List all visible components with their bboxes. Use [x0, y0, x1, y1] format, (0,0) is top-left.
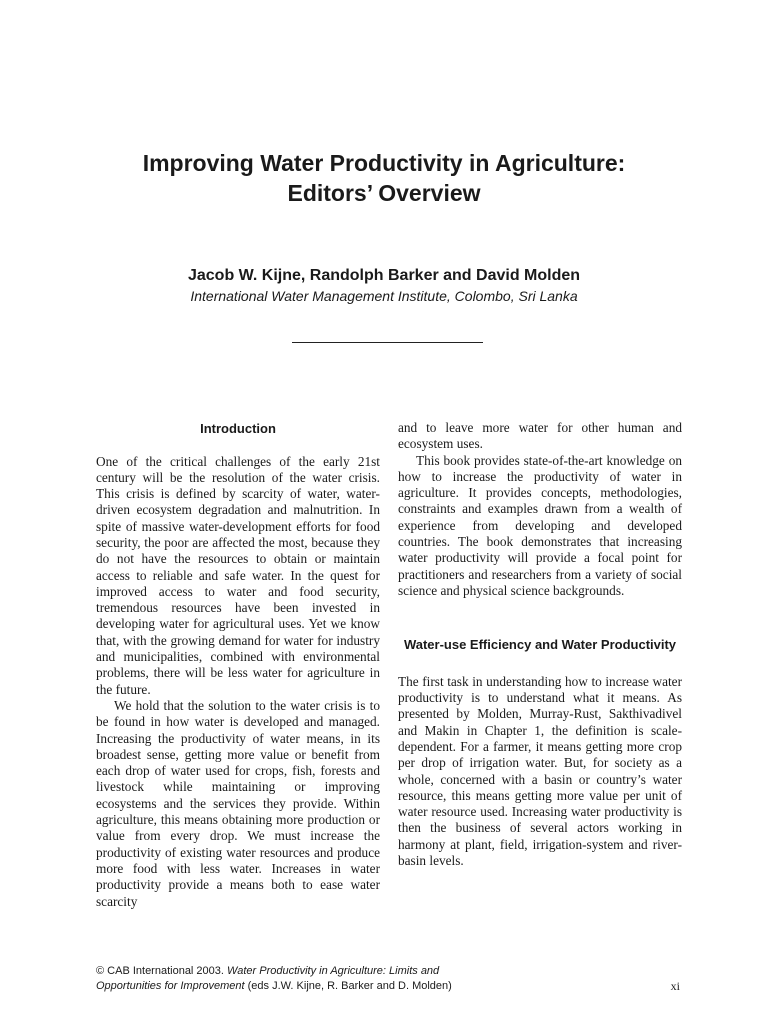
- water-use-efficiency-heading: Water-use Efficiency and Water Productivity: [403, 637, 677, 653]
- title-divider: [292, 342, 483, 343]
- footer-copyright: © CAB International 2003.: [96, 965, 224, 977]
- right-column: [398, 420, 682, 869]
- footer-book-title-a: Water Productivity in Agriculture: Limits and: [227, 965, 440, 977]
- intro-paragraph-2-continued: and to leave more water for other human and ecosystem uses.: [398, 420, 682, 452]
- introduction-heading: Introduction: [200, 421, 276, 436]
- title-line-1: Improving Water Productivity in Agriculture:: [142, 150, 626, 176]
- intro-paragraph-1: One of the critical challenges of the early 21st century will be the resolution of the water crisis. This crisis is defined by scarcity of water, water-driven ecosystem degradation and malnutrition. In spite of massive water-development efforts for food security, the poor are affected the most, because they do not have the resources to obtain or maintain access to reliable and safe water. In the quest for improved access to water and food security, tremendous resources have been invested in developing water for agricultural uses. Yet we know that, with the growing demand for water for industry and municipalities, combined with environmental problems, there will be less water for agriculture in the future.: [96, 453, 380, 697]
- footer-editors: (eds J.W. Kijne, R. Barker and D. Molden): [247, 980, 452, 992]
- left-column: [96, 420, 380, 910]
- wue-paragraph-1: The first task in understanding how to increase water productivity is to understand what it means. As presented by Molden, Murray-Rust, Sakthivadivel and Makin in Chapter 1, the definition is scale-dependent. For a farmer, it means getting more crop per drop of irrigation water. But, for society as a whole, concerned with a basin or country’s water resource, this means getting more value per unit of water resource used. Increasing water productivity is then the business of several actors working in harmony at plant, field, irrigation-system and river-basin levels.: [398, 673, 682, 869]
- page-number: xi: [670, 979, 680, 993]
- footer-book-title-b: Opportunities for Improvement: [96, 980, 245, 992]
- affiliation: International Water Management Institute, Colombo, Sri Lanka: [190, 288, 578, 304]
- intro-paragraph-2: We hold that the solution to the water crisis is to be found in how water is developed and managed. Increasing the productivity of water means, in its broadest sense, getting more value or benefit from each drop of water used for crops, fish, forests and livestock while maintaining or improving ecosystems and the services they provide. Within agriculture, this means obtaining more production or value from every drop. We must increase the productivity of existing water resources and produce more food with less water. Increases in water productivity provide a means both to ease water scarcity: [96, 697, 380, 909]
- authors: Jacob W. Kijne, Randolph Barker and David Molden: [187, 267, 581, 284]
- footer: [96, 964, 686, 994]
- page-title: [80, 148, 688, 208]
- intro-paragraph-3: This book provides state-of-the-art knowledge on how to increase the productivity of water in agriculture. It provides concepts, methodologies, constraints and examples drawn from a wealth of experience from developing and developed countries. The book demonstrates that increasing water productivity will provide a focal point for practitioners and researchers from a variety of social science and physical science backgrounds.: [398, 452, 682, 598]
- title-line-2: Editors’ Overview: [287, 180, 481, 206]
